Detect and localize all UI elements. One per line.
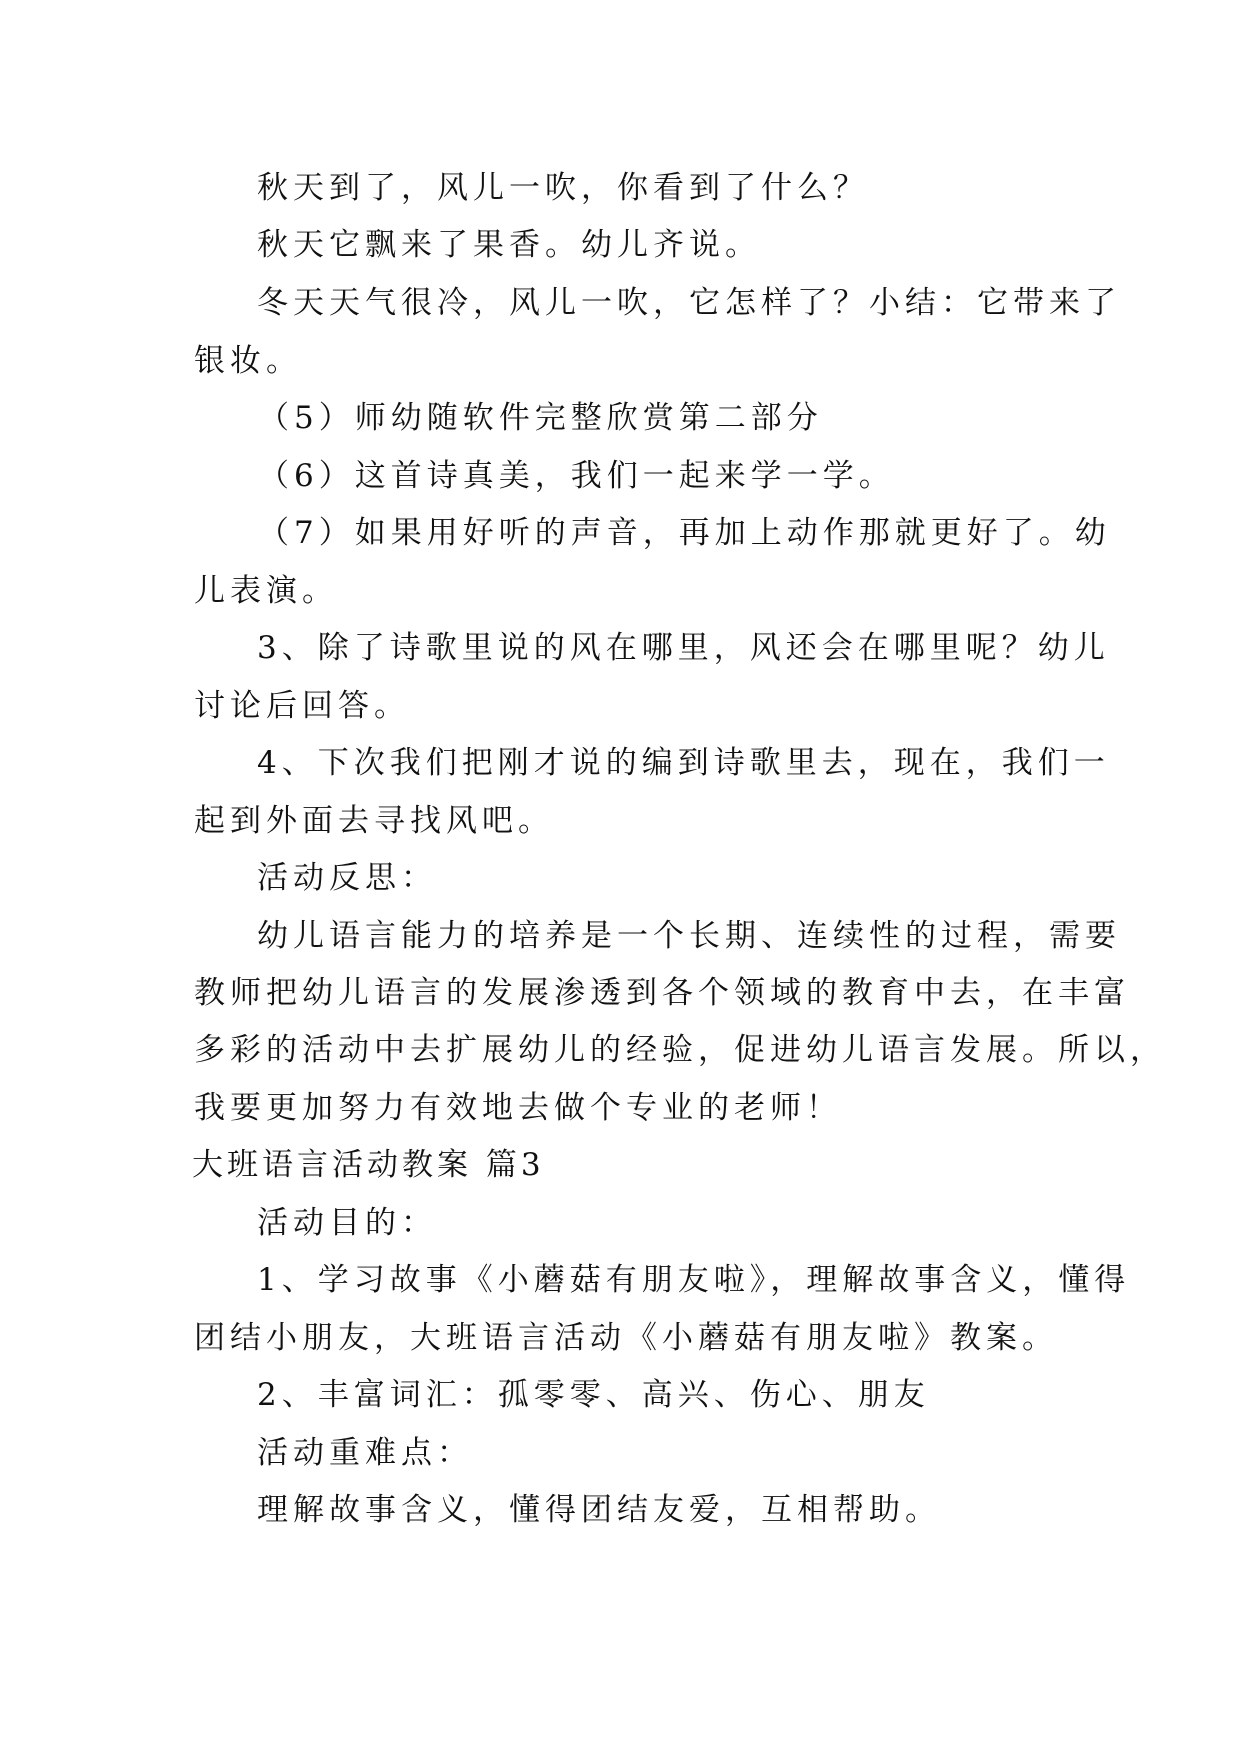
- paragraph-line: （6）这首诗真美，我们一起来学一学。: [258, 458, 895, 494]
- paragraph-line: （5）师幼随软件完整欣赏第二部分: [258, 400, 823, 436]
- paragraph-line: 多彩的活动中去扩展幼儿的经验，促进幼儿语言发展。所以，: [194, 1032, 1166, 1068]
- paragraph-line: 团结小朋友，大班语言活动《小蘑菇有朋友啦》教案。: [194, 1320, 1058, 1356]
- paragraph-line: 3、除了诗歌里说的风在哪里，风还会在哪里呢？幼儿: [257, 630, 1110, 666]
- section-label: 活动目的：: [257, 1205, 437, 1241]
- paragraph-line: （7）如果用好听的声音，再加上动作那就更好了。幼: [258, 515, 1111, 551]
- paragraph-line: 冬天天气很冷，风儿一吹，它怎样了？小结：它带来了: [257, 285, 1121, 321]
- paragraph-line: 幼儿语言能力的培养是一个长期、连续性的过程，需要: [257, 918, 1121, 954]
- section-label: 活动反思：: [257, 860, 437, 896]
- paragraph-line: 我要更加努力有效地去做个专业的老师！: [194, 1090, 842, 1126]
- paragraph-line: 儿表演。: [194, 573, 338, 609]
- section-label: 活动重难点：: [257, 1435, 473, 1471]
- section-heading: 大班语言活动教案 篇3: [192, 1147, 545, 1183]
- paragraph-line: 4、下次我们把刚才说的编到诗歌里去，现在，我们一: [257, 745, 1110, 781]
- paragraph-line: 1、学习故事《小蘑菇有朋友啦》，理解故事含义，懂得: [257, 1262, 1131, 1298]
- paragraph-line: 教师把幼儿语言的发展渗透到各个领域的教育中去，在丰富: [194, 975, 1130, 1011]
- paragraph-line: 2、丰富词汇：孤零零、高兴、伤心、朋友: [257, 1377, 930, 1413]
- paragraph-line: 理解故事含义，懂得团结友爱，互相帮助。: [257, 1492, 941, 1528]
- paragraph-line: 银妆。: [194, 343, 302, 379]
- paragraph-line: 秋天它飘来了果香。幼儿齐说。: [257, 227, 761, 263]
- paragraph-line: 起到外面去寻找风吧。: [194, 803, 554, 839]
- paragraph-line: 讨论后回答。: [194, 688, 410, 724]
- paragraph-line: 秋天到了，风儿一吹，你看到了什么？: [257, 170, 869, 206]
